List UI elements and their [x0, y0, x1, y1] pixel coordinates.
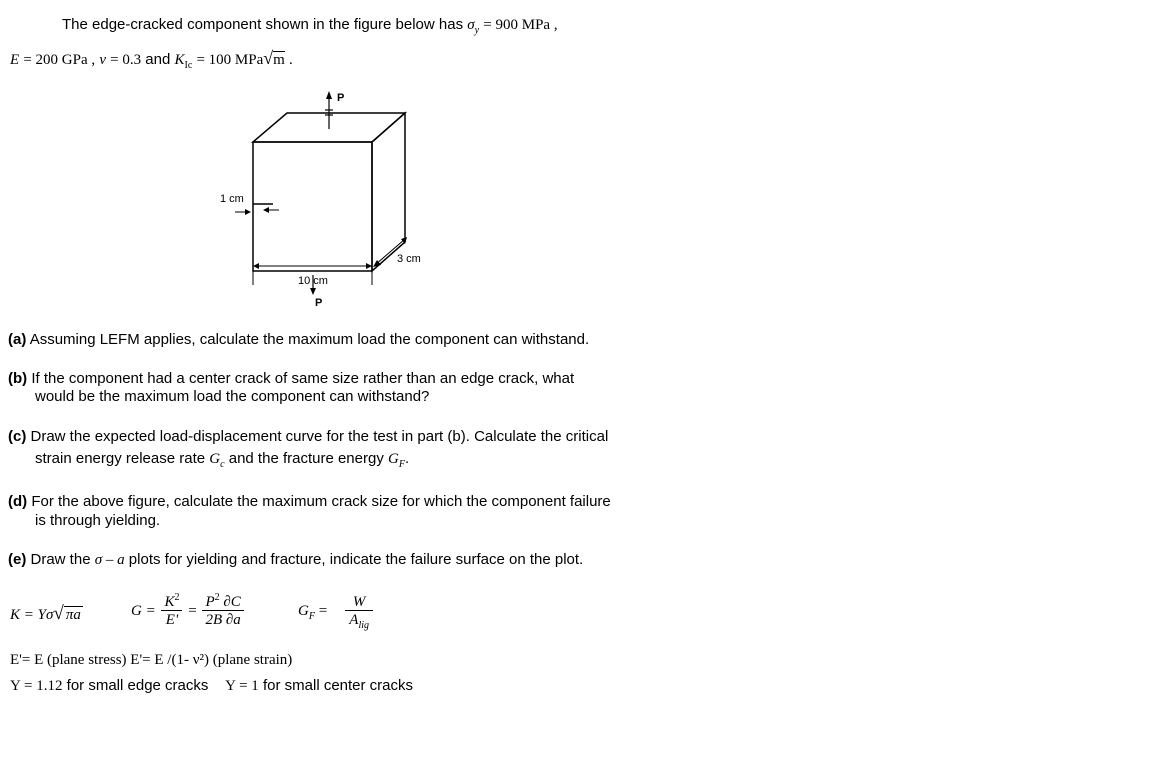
- question-c-cont: strain energy release rate $G_c$ and the fracture energy $G_F$.: [35, 450, 410, 470]
- crack-label: 1 cm: [220, 193, 244, 205]
- component-figure: [205, 85, 445, 310]
- top-load-arrowhead: [326, 91, 332, 99]
- crack-dimension-arrows: [235, 210, 279, 212]
- intro-line-2: E = 200 GPa , ν = 0.3 and $K_{Ic} = 100$ MPa√m .: [10, 48, 293, 71]
- bottom-load-label: P: [315, 297, 323, 309]
- question-d-cont: is through yielding.: [35, 512, 161, 529]
- question-b-cont: would be the maximum load the component can withstand?: [35, 388, 430, 405]
- question-b: (b) If the component had a center crack of same size rather than an edge crack, what: [8, 370, 575, 387]
- question-d: (d) For the above figure, calculate the maximum crack size for which the component failure: [8, 493, 611, 510]
- intro-line-1: The edge-cracked component shown in the figure below has $\sigma_y = 900$ MPa ,: [62, 16, 558, 36]
- thickness-label: 3 cm: [397, 253, 421, 265]
- question-e: (e) Draw the σ – a plots for yielding and fracture, indicate the failure surface on the plot.: [8, 551, 584, 568]
- formula-y: Y = 1.12 for small edge cracks Y = 1 for small center cracks: [10, 677, 414, 694]
- formula-e-prime: E'= E (plane stress) E'= E /(1- ν²) (plane strain): [10, 652, 293, 668]
- width-label: 10 cm: [298, 275, 328, 287]
- question-c: (c) Draw the expected load-displacement curve for the test in part (b). Calculate the critical: [8, 428, 609, 445]
- box-outline: [253, 113, 405, 271]
- formula-g: G = $\frac{K^2}{E'}$ = $\frac{P^2 \partial C}{2B \partial a}$: [131, 594, 246, 629]
- formula-k: K = Yσ√ πa: [10, 603, 81, 624]
- question-a: (a) Assuming LEFM applies, calculate the maximum load the component can withstand.: [8, 331, 590, 348]
- formula-gf: $G_F$ = $\frac{W}{A_{lig}}$: [298, 594, 375, 629]
- top-load-label: P: [337, 92, 345, 104]
